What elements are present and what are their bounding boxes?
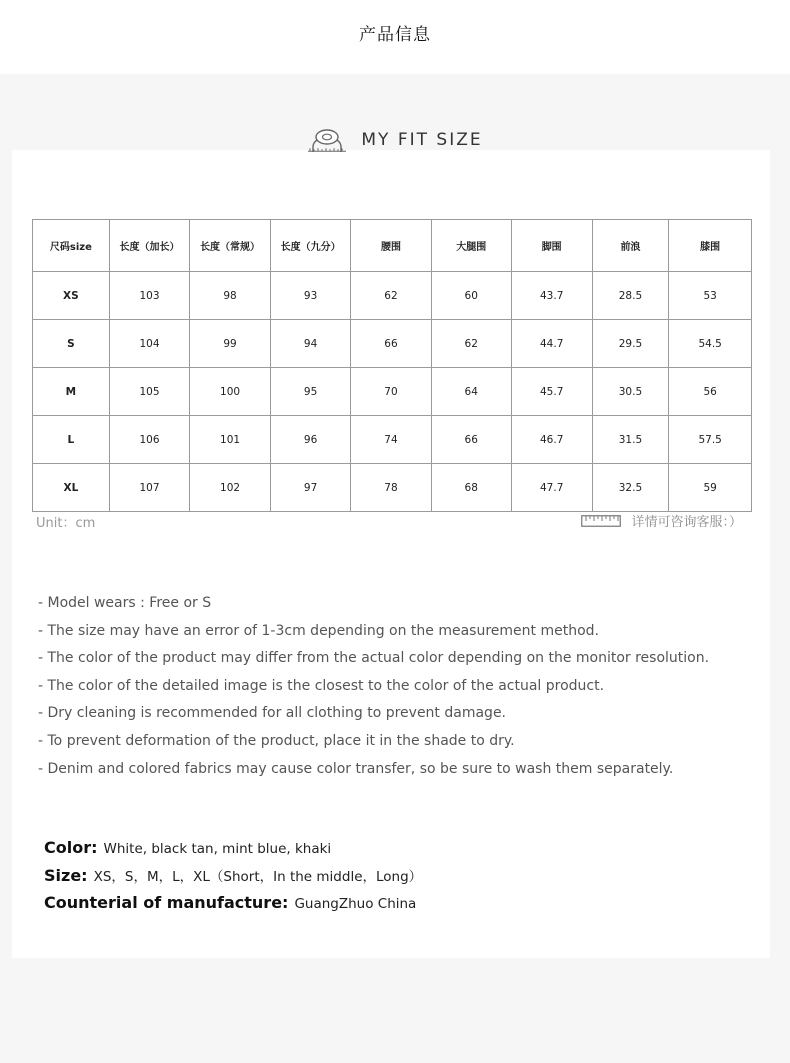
table-cell: 97 <box>270 464 351 512</box>
table-cell: 53 <box>669 272 752 320</box>
table-cell: 106 <box>109 416 190 464</box>
table-header-cell: 大腿围 <box>431 220 511 272</box>
color-label: Color: <box>44 838 98 857</box>
table-cell: 28.5 <box>592 272 669 320</box>
table-cell: 95 <box>270 368 351 416</box>
table-cell: 31.5 <box>592 416 669 464</box>
table-header-cell: 长度（加长） <box>109 220 190 272</box>
table-row <box>33 416 752 464</box>
table-cell: 96 <box>270 416 351 464</box>
table-cell: 94 <box>270 320 351 368</box>
table-row <box>33 368 752 416</box>
table-cell: 45.7 <box>511 368 592 416</box>
table-cell: 56 <box>669 368 752 416</box>
consult-note <box>581 511 742 530</box>
page-title: 产品信息 <box>359 25 431 45</box>
table-cell: 54.5 <box>669 320 752 368</box>
table-cell: 104 <box>109 320 190 368</box>
size-card <box>12 150 770 958</box>
origin-row <box>44 889 422 917</box>
unit-label: Unit：cm <box>36 516 96 531</box>
table-cell: 62 <box>431 320 511 368</box>
table-cell: 98 <box>190 272 271 320</box>
product-info <box>44 834 422 917</box>
table-cell: 105 <box>109 368 190 416</box>
table-row <box>33 272 752 320</box>
table-cell: S <box>33 320 110 368</box>
table-header-cell: 腰围 <box>351 220 431 272</box>
table-cell: 59 <box>669 464 752 512</box>
table-cell: 57.5 <box>669 416 752 464</box>
origin-value: GuangZhuo China <box>294 896 417 912</box>
color-row <box>44 834 422 862</box>
table-cell: 99 <box>190 320 271 368</box>
table-cell: 66 <box>351 320 431 368</box>
fit-title: MY FIT SIZE <box>361 130 483 150</box>
table-cell: 44.7 <box>511 320 592 368</box>
table-cell: 101 <box>190 416 271 464</box>
table-cell: 68 <box>431 464 511 512</box>
table-cell: 43.7 <box>511 272 592 320</box>
fit-header <box>0 126 790 154</box>
table-cell: 29.5 <box>592 320 669 368</box>
table-cell: 66 <box>431 416 511 464</box>
table-cell: 30.5 <box>592 368 669 416</box>
table-cell: 46.7 <box>511 416 592 464</box>
table-cell: XL <box>33 464 110 512</box>
table-cell: 103 <box>109 272 190 320</box>
table-cell: L <box>33 416 110 464</box>
table-cell: 32.5 <box>592 464 669 512</box>
table-cell: 62 <box>351 272 431 320</box>
consult-text: 详情可咨询客服：） <box>631 515 742 530</box>
table-row <box>33 464 752 512</box>
origin-label: Counterial of manufacture: <box>44 893 289 912</box>
ruler-icon <box>581 515 621 527</box>
table-cell: 100 <box>190 368 271 416</box>
note-item: - Dry cleaning is recommended for all clothing to prevent damage. <box>38 705 507 722</box>
table-header-cell: 尺码size <box>33 220 110 272</box>
note-item: - The size may have an error of 1-3cm depending on the measurement method. <box>38 622 599 639</box>
note-item: - Denim and colored fabrics may cause color transfer, so be sure to wash them separately. <box>38 760 674 777</box>
table-header-cell: 长度（九分） <box>270 220 351 272</box>
table-header-cell: 长度（常规） <box>190 220 271 272</box>
size-value: XS，S，M，L，XL（Short，In the middle，Long） <box>93 868 423 885</box>
table-header-cell: 脚围 <box>511 220 592 272</box>
top-bar <box>0 0 790 74</box>
table-row <box>33 320 752 368</box>
table-cell: 74 <box>351 416 431 464</box>
table-cell: 60 <box>431 272 511 320</box>
measuring-tape-icon <box>307 128 347 152</box>
table-header-cell: 膝围 <box>669 220 752 272</box>
table-header-row <box>33 220 752 272</box>
table-cell: 64 <box>431 368 511 416</box>
note-item: - Model wears : Free or S <box>38 595 212 611</box>
table-header-cell: 前浪 <box>592 220 669 272</box>
table-cell: XS <box>33 272 110 320</box>
color-value: White, black tan, mint blue, khaki <box>103 841 332 857</box>
notes-list <box>38 590 748 783</box>
size-label: Size: <box>44 865 88 885</box>
table-cell: 70 <box>351 368 431 416</box>
size-row <box>44 862 422 890</box>
note-item: - To prevent deformation of the product, place it in the shade to dry. <box>38 732 515 749</box>
table-cell: M <box>33 368 110 416</box>
table-cell: 107 <box>109 464 190 512</box>
note-item: - The color of the product may differ from the actual color depending on the monitor resolution. <box>38 650 710 667</box>
note-item: - The color of the detailed image is the closest to the color of the actual product. <box>38 677 605 694</box>
table-cell: 102 <box>190 464 271 512</box>
size-table <box>32 219 752 512</box>
table-cell: 78 <box>351 464 431 512</box>
table-cell: 47.7 <box>511 464 592 512</box>
table-cell: 93 <box>270 272 351 320</box>
